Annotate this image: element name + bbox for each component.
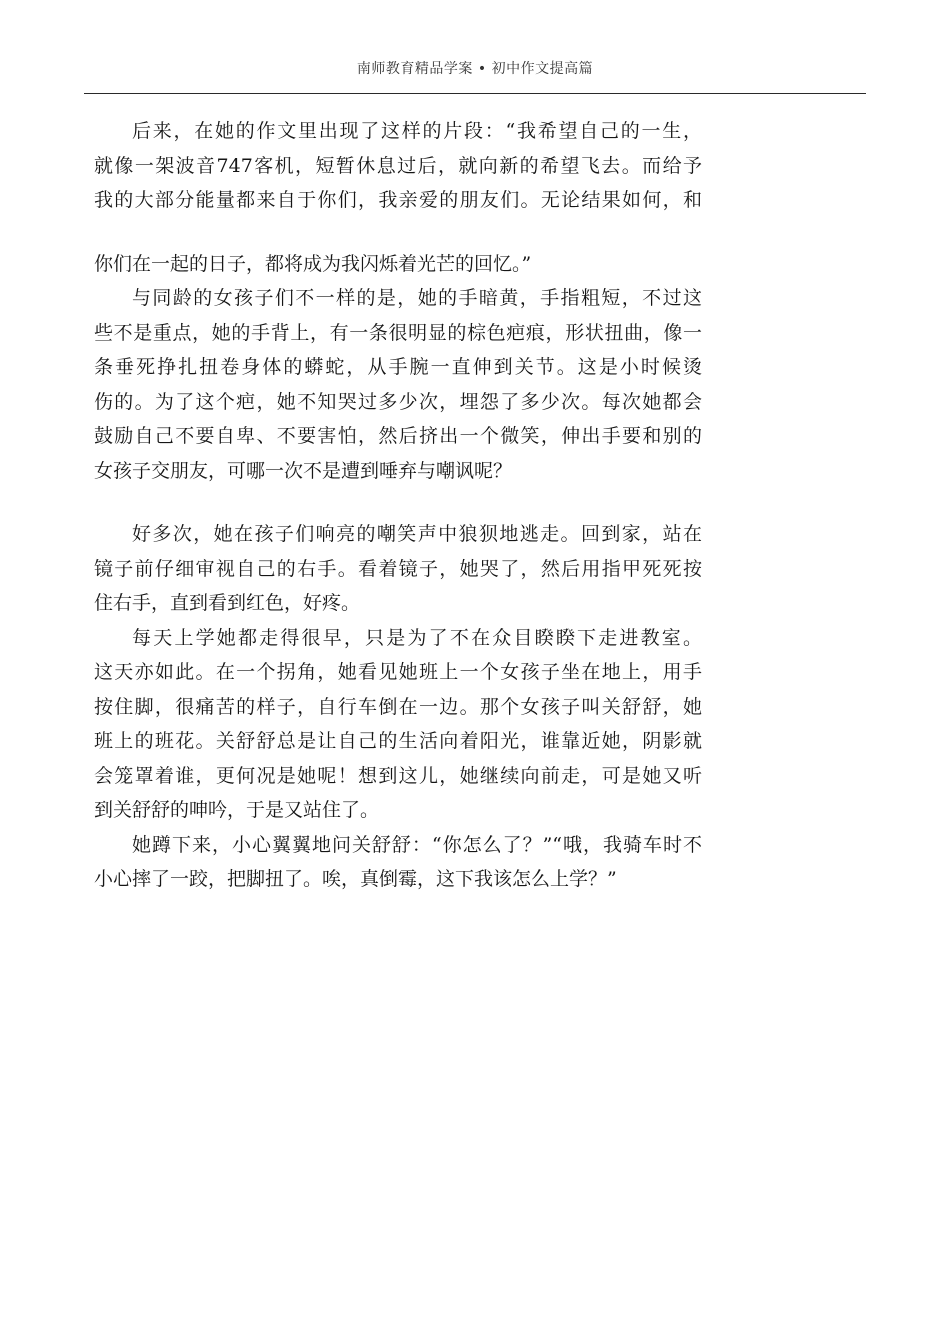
article-body	[94, 114, 702, 897]
text-line: 些不是重点，她的手背上，有一条很明显的棕色疤痕，形状扭曲，像一	[94, 321, 702, 344]
text-line: 后来，在她的作文里出现了这样的片段：“我希望自己的一生，	[132, 120, 702, 142]
text-line: 她蹲下来，小心翼翼地问关舒舒：“你怎么了？”“哦，我骑车时不	[132, 833, 702, 856]
text-line: 住右手，直到看到红色，好疼。	[94, 592, 361, 614]
text-line: 就像一架波音747客机，短暂休息过后，就向新的希望飞去。而给予	[94, 154, 702, 177]
text-line: 这天亦如此。在一个拐角，她看见她班上一个女孩子坐在地上，用手	[94, 661, 702, 683]
text-line: 到关舒舒的呻吟，于是又站住了。	[94, 799, 380, 821]
text-line: 鼓励自己不要自卑、不要害怕，然后挤出一个微笑，伸出手要和别的	[94, 425, 702, 447]
text-line: 我的大部分能量都来自于你们，我亲爱的朋友们。无论结果如何，和	[94, 189, 702, 211]
text-line: 按住脚，很痛苦的样子，自行车倒在一边。那个女孩子叫关舒舒，她	[94, 695, 702, 718]
text-line: 小心摔了一跤，把脚扭了。唉，真倒霉，这下我该怎么上学？”	[94, 868, 617, 890]
text-line: 你们在一起的日子，都将成为我闪烁着光芒的回忆。”	[94, 252, 532, 275]
paragraph	[94, 247, 702, 282]
text-line: 每天上学她都走得很早，只是为了不在众目睽睽下走进教室。	[132, 626, 702, 649]
text-line: 与同龄的女孩子们不一样的是，她的手暗黄，手指粗短，不过这	[132, 287, 702, 309]
paragraph	[94, 517, 702, 621]
page-header: 南师教育精品学案 • 初中作文提高篇	[356, 61, 594, 77]
text-line: 会笼罩着谁，更何况是她呢！想到这儿，她继续向前走，可是她又听	[94, 764, 702, 787]
paragraph	[94, 281, 702, 488]
text-line: 镜子前仔细审视自己的右手。看着镜子，她哭了，然后用指甲死死按	[94, 557, 702, 580]
text-line: 女孩子交朋友，可哪一次不是遭到唾弃与嘲讽呢？	[94, 459, 513, 482]
text-line: 好多次，她在孩子们响亮的嘲笑声中狼狈地逃走。回到家，站在	[132, 523, 702, 545]
header-divider	[84, 93, 866, 94]
text-line: 伤的。为了这个疤，她不知哭过多少次，埋怨了多少次。每次她都会	[94, 390, 702, 413]
paragraph-gap	[94, 218, 702, 247]
text-line: 条垂死挣扎扭卷身体的蟒蛇，从手腕一直伸到关节。这是小时候烫	[94, 356, 702, 378]
paragraph	[94, 114, 702, 218]
paragraph-gap	[94, 488, 702, 517]
paragraph	[94, 621, 702, 828]
paragraph	[94, 828, 702, 897]
text-line: 班上的班花。关舒舒总是让自己的生活向着阳光，谁靠近她，阴影就	[94, 730, 702, 752]
